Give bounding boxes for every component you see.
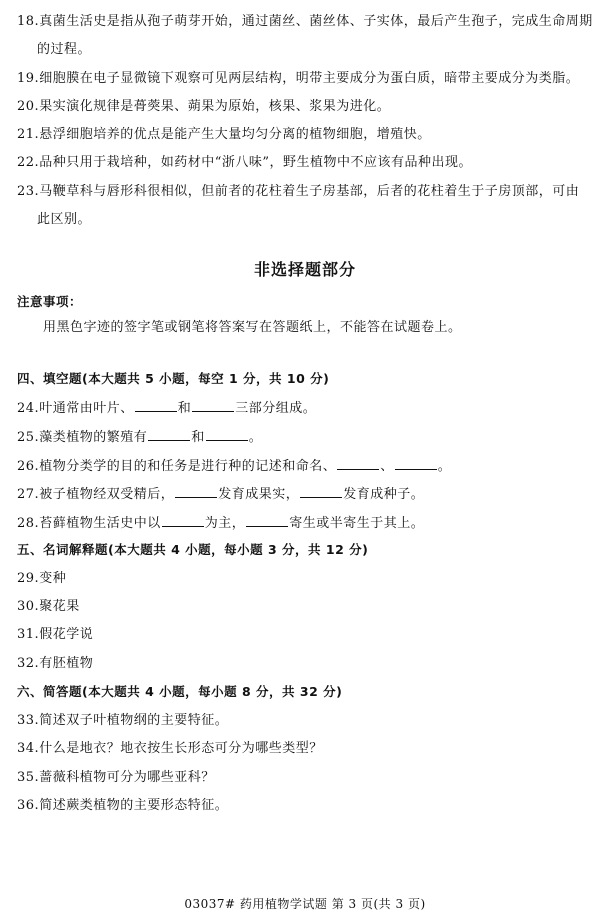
question-18-continuation: 的过程。 [37,42,92,57]
question-text: 。 [437,459,452,474]
question-number: 18. [17,14,40,29]
question-27 [17,485,597,503]
question-text: 苔藓植物生活史中以 [39,516,161,531]
question-number: 30. [17,599,40,614]
answer-blank [300,485,342,498]
question-number: 29. [17,571,40,586]
question-24 [17,399,597,417]
question-21 [17,127,597,143]
answer-blank [206,428,248,441]
question-number: 24. [17,401,40,416]
terms-heading: 五、名词解释题(本大题共 4 小题，每小题 3 分，共 12 分) [17,542,369,557]
question-text: 蔷薇科植物可分为哪些亚科？ [39,770,215,785]
question-31 [17,627,597,643]
question-number: 21. [17,127,40,142]
question-33 [17,713,597,729]
question-number: 31. [17,627,40,642]
question-text: 有胚植物 [39,656,94,671]
question-number: 33. [17,713,40,728]
question-text: 和 [191,430,205,445]
notice-heading: 注意事项： [17,294,83,309]
question-text: 、 [380,459,394,474]
question-text: 藻类植物的繁殖有 [39,430,148,445]
section-title: 非选择题部分 [253,260,356,279]
question-text: 被子植物经双受精后， [39,487,175,502]
question-number: 34. [17,741,40,756]
question-text: 什么是地衣？地衣按生长形态可分为哪些类型？ [39,741,323,756]
question-number: 27. [17,487,40,502]
question-23 [17,184,597,200]
short-answer-heading: 六、简答题(本大题共 4 小题，每小题 8 分，共 32 分) [17,684,343,699]
question-18 [17,14,597,30]
question-text: 为主， [204,516,246,531]
notice-body: 用黑色字迹的签字笔或钢笔将答案写在答题纸上，不能答在试题卷上。 [43,320,462,335]
question-30 [17,599,597,615]
question-text: 叶通常由叶片、 [39,401,134,416]
question-text: 寄生或半寄生于其上。 [289,516,425,531]
question-29 [17,571,597,587]
question-number: 22. [17,155,40,170]
question-text: 细胞膜在电子显微镜下观察可见两层结构，明带主要成分为蛋白质，暗带主要成分为类脂。 [39,71,580,86]
answer-blank [175,485,217,498]
question-36 [17,798,597,814]
question-text: 聚花果 [39,599,80,614]
question-32 [17,656,597,672]
question-text: 发育成种子。 [343,487,425,502]
question-number: 32. [17,656,40,671]
question-text: 简述双子叶植物纲的主要特征。 [39,713,229,728]
question-number: 28. [17,516,40,531]
question-text: 。 [248,430,263,445]
question-35 [17,770,597,786]
question-text: 植物分类学的目的和任务是进行种的记述和命名、 [39,459,337,474]
question-number: 26. [17,459,40,474]
page-footer: 03037# 药用植物学试题 第 3 页(共 3 页) [184,897,426,911]
answer-blank [337,457,379,470]
question-text: 变种 [39,571,67,586]
question-number: 36. [17,798,40,813]
question-34 [17,741,597,757]
question-28 [17,514,597,532]
question-23-continuation: 此区别。 [37,212,92,227]
question-26 [17,457,597,475]
question-number: 20. [17,99,40,114]
question-number: 23. [17,184,40,199]
question-number: 35. [17,770,40,785]
answer-blank [162,514,204,527]
answer-blank [246,514,288,527]
question-text: 品种只用于栽培种，如药材中“浙八味”，野生植物中不应该有品种出现。 [39,155,472,170]
question-text: 假花学说 [39,627,94,642]
answer-blank [148,428,190,441]
question-25 [17,428,597,446]
question-text: 悬浮细胞培养的优点是能产生大量均匀分离的植物细胞，增殖快。 [39,127,431,142]
question-number: 25. [17,430,40,445]
question-text: 发育成果实， [218,487,300,502]
fill-blank-heading: 四、填空题(本大题共 5 小题，每空 1 分，共 10 分) [17,371,330,386]
question-text: 马鞭草科与唇形科很相似，但前者的花柱着生子房基部，后者的花柱着生于子房顶部，可由 [39,184,580,199]
answer-blank [192,399,234,412]
question-text: 三部分组成。 [235,401,317,416]
question-number: 19. [17,71,40,86]
question-22 [17,155,597,171]
question-text: 和 [177,401,192,416]
question-19 [17,71,597,87]
question-text: 真菌生活史是指从孢子萌芽开始，通过菌丝、菌丝体、子实体，最后产生孢子，完成生命周期 [39,14,593,29]
question-text: 简述蕨类植物的主要形态特征。 [39,798,229,813]
question-20 [17,99,597,115]
answer-blank [395,457,437,470]
question-text: 果实演化规律是蓇葖果、蒴果为原始，核果、浆果为进化。 [39,99,391,114]
answer-blank [135,399,177,412]
